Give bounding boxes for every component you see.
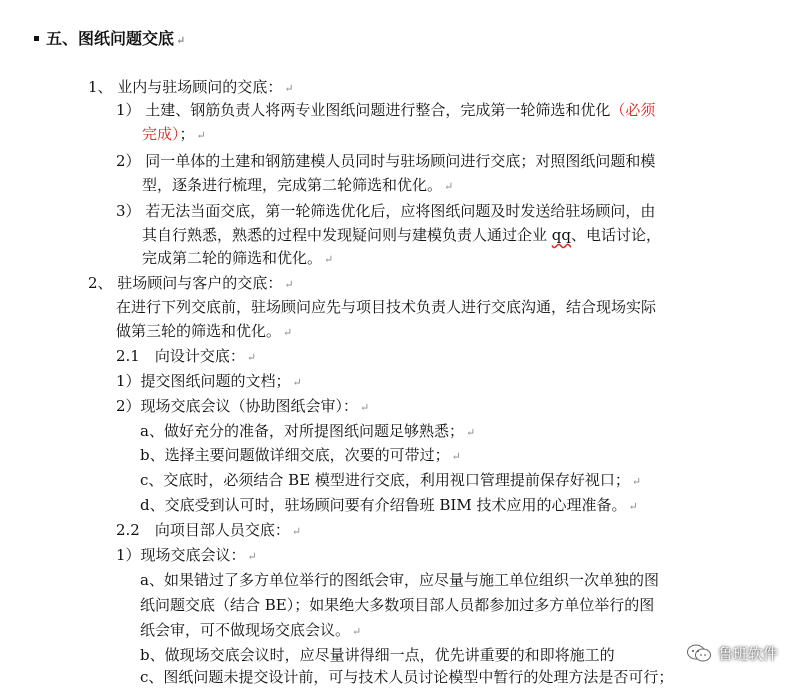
text-line: 2） 同一单体的土建和钢筋建模人员同时与驻场顾问进行交底；对照图纸问题和模 [116,152,656,170]
text-line: d、交底受到认可时，驻场顾问要有介绍鲁班 BIM 技术应用的心理准备。 ↵ [140,496,638,514]
text-line: 型，逐条进行梳理，完成第二轮筛选和优化。 ↵ [142,176,454,194]
text-line: 做第三轮的筛选和优化。 ↵ [116,322,293,340]
text-line: a、如果错过了多方单位举行的图纸会审，应尽量与施工单位组织一次单独的图 [140,571,659,589]
text-line: 1） 土建、钢筋负责人将两专业图纸问题进行整合，完成第一轮筛选和优化（必须 [116,101,656,119]
text-line: c、交底时，必须结合 BE 模型进行交底，利用视口管理提前保存好视口； ↵ [140,471,642,489]
text-line: b、做现场交底会议时，应尽量讲得细一点，优先讲重要的和即将施工的 [140,646,615,664]
text-line: b、选择主要问题做详细交底，次要的可带过； ↵ [140,446,461,464]
text-line: c、图纸问题未提交设计前，可与技术人员讨论模型中暂行的处理方法是否可行； [140,668,674,686]
text-line: 纸会审，可不做现场交底会议。 ↵ [140,621,362,639]
text-line: 纸问题交底（结合 BE）；如果绝大多数项目部人员都参加过多方单位举行的图 [140,596,655,614]
text-line: 1、 业内与驻场顾问的交底： ↵ [88,78,294,96]
watermark-text: 鲁班软件 [717,644,778,663]
wechat-icon [686,643,712,663]
text-line: 完成）； ↵ [142,125,206,143]
text-line: 在进行下列交底前，驻场顾问应先与项目技术负责人进行交底沟通，结合现场实际 [116,298,657,316]
watermark [686,640,778,666]
text-line: 2）现场交底会议（协助图纸会审）： ↵ [116,397,370,415]
text-line: 2.2 向项目部人员交底： ↵ [116,521,302,539]
text-line: 1）提交图纸问题的文档； ↵ [116,372,302,390]
section-heading: 五、图纸问题交底 ↵ [46,29,186,48]
text-line: 其自行熟悉，熟悉的过程中发现疑问则与建模负责人通过企业 qq、电话讨论， [142,226,662,244]
text-line: a、做好充分的准备，对所提图纸问题足够熟悉； ↵ [140,422,476,440]
text-line: 1）现场交底会议： ↵ [116,546,257,564]
text-line: 完成第二轮的筛选和优化。 ↵ [142,249,334,267]
text-line: 3） 若无法当面交底，第一轮筛选优化后，应将图纸问题及时发送给驻场顾问，由 [116,202,656,220]
heading-bullet [34,36,39,41]
text-line: 2、 驻场顾问与客户的交底： ↵ [88,274,294,292]
text-line: 2.1 向设计交底： ↵ [116,347,257,365]
